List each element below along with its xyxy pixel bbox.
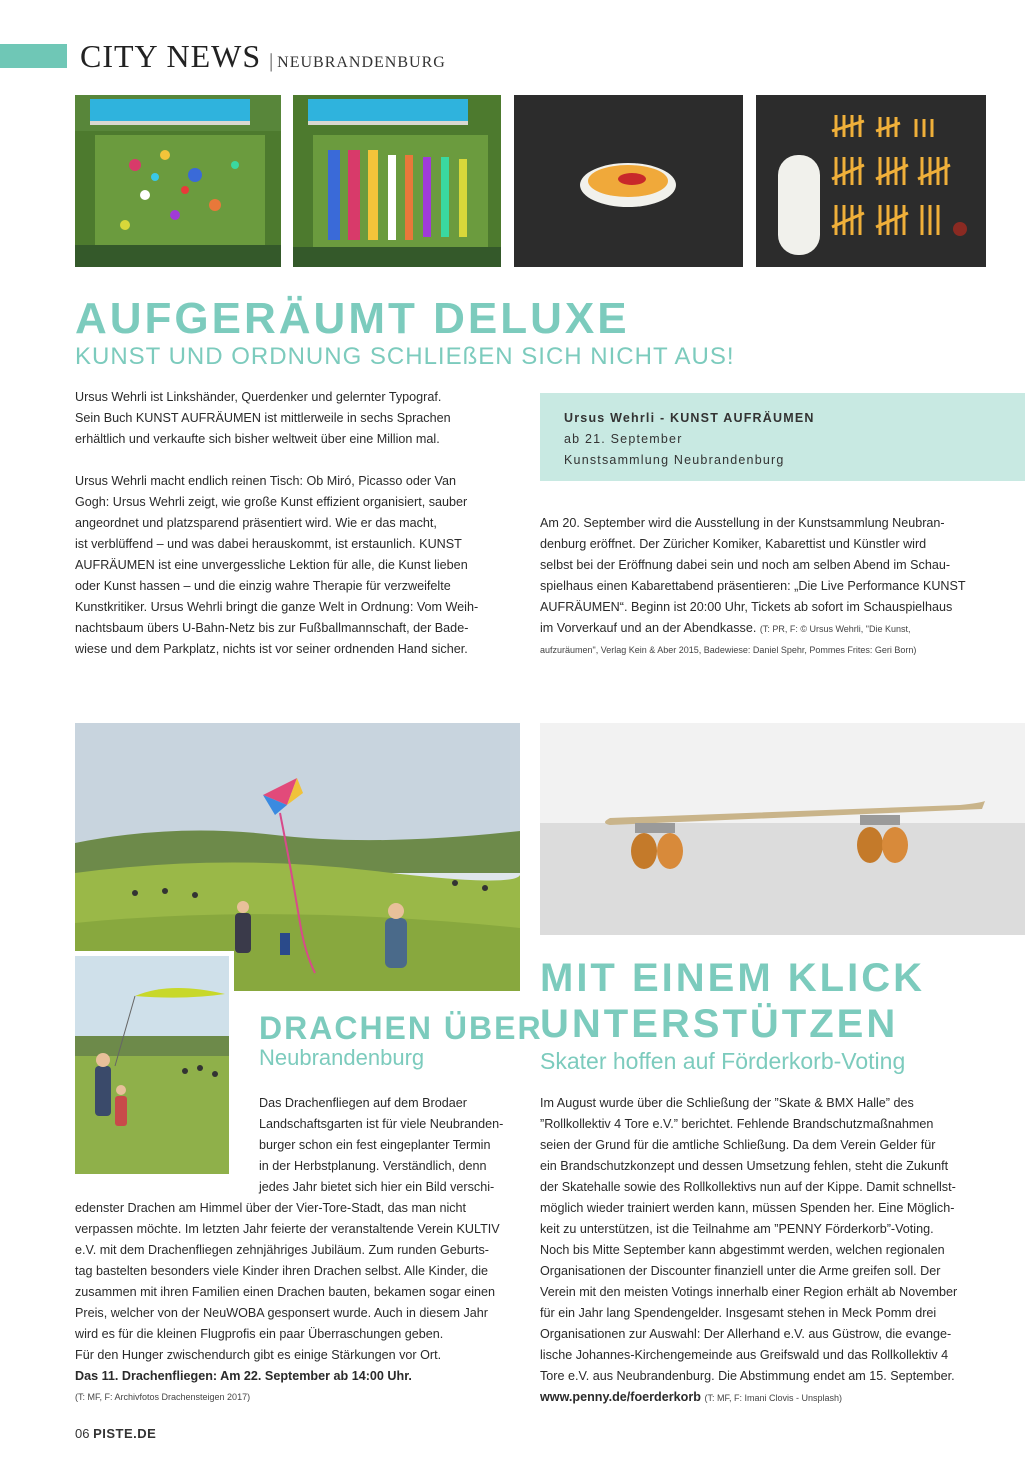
infobox-title: Ursus Wehrli - KUNST AUFRÄUMEN [564, 411, 815, 425]
article2-subtitle: Neubrandenburg [259, 1045, 425, 1070]
text-line: Tore e.V. aus Neubrandenburg. Die Abstimmung endet am 15. September. [540, 1369, 955, 1383]
text-line: AUFRÄUMEN ist eine unvergessliche Lektion für alle, die Kunst lieben [75, 558, 468, 572]
text-line: keit zu unterstützen, ist die Teilnahme am ”PENNY Förderkorb”-Voting. [540, 1222, 934, 1236]
photo-credit: (T: PR, F: © Ursus Wehrli, "Die Kunst, [759, 624, 911, 634]
text-line: burger schon ein fest eingeplanter Termin [259, 1138, 491, 1152]
text-line: ein Brandschutzkonzept und dessen Umsetzung fehlen, steht die Zukunft [540, 1159, 949, 1173]
article3-subtitle: Skater hoffen auf Förderkorb-Voting [540, 1048, 906, 1074]
article1-title: AUFGERÄUMT DELUXE [75, 294, 630, 343]
text-line: lische Johannes-Kirchengemeinde aus Greifswald und das Rollkollektiv 4 [540, 1348, 949, 1362]
text-line: Gogh: Ursus Wehrli zeigt, wie große Kunst effizient organisiert, sauber [75, 495, 468, 509]
text-line: Organisationen zur Auswahl: Der Allerhand e.V. aus Güstrow, die evange- [540, 1327, 952, 1341]
text-line: Ursus Wehrli ist Linkshänder, Querdenker und gelernter Typograf. [75, 390, 442, 404]
text-line: Am 20. September wird die Ausstellung in der Kunstsammlung Neubran- [540, 516, 945, 530]
text-line: wird es für die kleinen Flugprofis ein paar Überraschungen geben. [75, 1327, 444, 1341]
photo-bathing-lawn-sorted [293, 95, 501, 267]
text-line: wiese und dem Parkplatz, nichts ist vor seiner ordnenden Hand sicher. [75, 642, 468, 656]
text-line: erhältlich und verkaufte sich bisher weltweit über eine Million mal. [75, 432, 440, 446]
text-line: Das Drachenfliegen auf dem Brodaer [259, 1096, 467, 1110]
article2-indent-text [259, 1093, 524, 1198]
text-line: für ein Jahr lang Spendengelder. Insgesamt stehen in Meck Pomm drei [540, 1306, 937, 1320]
section-city: NEUBRANDENBURG [277, 54, 446, 71]
text-line: edenster Drachen am Himmel über der Vier-Tore-Stadt, das man nicht [75, 1201, 467, 1215]
article3-body-text [540, 1093, 1010, 1409]
text-line: oder Kunst hassen – und die einzig wahre Therapie für verzweifelte [75, 579, 451, 593]
text-line: jedes Jahr bietet sich hier ein Bild verschi- [259, 1180, 495, 1194]
infobox-date: ab 21. September [564, 432, 683, 446]
photo-credit-cont: aufzuräumen", Verlag Kein & Aber 2015, Badewiese: Daniel Spehr, Pommes Frites: Geri Born) [540, 645, 917, 655]
article1-right-text [540, 513, 1000, 661]
text-line: möglich wieder trainiert werden kann, müssen Spenden her. Eine Möglich- [540, 1201, 955, 1215]
text-line: zusammen mit ihren Familien einen Drachen bauten, bekamen sogar einen [75, 1285, 496, 1299]
text-line: Noch bis Mitte September kann abgestimmt werden, welchen regionalen [540, 1243, 945, 1257]
text-line: seien der Grund für die amtliche Schließung. Da dem Verein Gelder für [540, 1138, 936, 1152]
article1-subtitle: KUNST UND ORDNUNG SCHLIEßEN SICH NICHT AUS! [75, 343, 735, 370]
article2-title: DRACHEN ÜBER [259, 1010, 543, 1046]
photo-bathing-lawn-messy [75, 95, 281, 267]
text-line: e.V. mit dem Drachenfliegen zehnjähriges Jubiläum. Zum runden Geburts- [75, 1243, 489, 1257]
article3-title-line1: MIT EINEM KLICK [540, 956, 925, 1000]
photo-skateboard [540, 723, 1025, 935]
text-line: ”Rollkollektiv 4 Tore e.V.” berichtet. Fehlende Brandschutzmaßnahmen [540, 1117, 934, 1131]
photo-credit: (T: MF, F: Archivfotos Drachensteigen 2017) [75, 1392, 251, 1402]
event-highlight: Das 11. Drachenfliegen: Am 22. September ab 14:00 Uhr. [75, 1369, 412, 1383]
brand-name: PISTE.DE [93, 1426, 157, 1441]
text-line: Im August wurde über die Schließung der ”Skate & BMX Halle” des [540, 1096, 914, 1110]
text-line: der Skatehalle sowie des Rollkollektivs nun auf der Kippe. Damit schnellst- [540, 1180, 956, 1194]
event-infobox [540, 393, 1025, 481]
text-line: angeordnet und platzsparend präsentiert wird. Wie er das macht, [75, 516, 437, 530]
text-line: Kunstkritiker. Ursus Wehrli bringt die ganze Welt in Ordnung: Vom Weih- [75, 600, 479, 614]
page-number: 06 [75, 1426, 90, 1441]
article1-left-text [75, 387, 535, 660]
text-line: in der Herbstplanung. Verständlich, denn [259, 1159, 487, 1173]
photo-kite-inset [75, 956, 229, 1174]
text-line: tag bastelten besonders viele Kinder ihren Drachen selbst. Alle Kinder, die [75, 1264, 489, 1278]
text-line: im Vorverkauf und an der Abendkasse. [540, 621, 757, 635]
page-footer [75, 1426, 156, 1441]
masthead [80, 38, 446, 75]
text-line: verpassen möchte. Im letzten Jahr feierte der veranstaltende Verein KULTIV [75, 1222, 500, 1236]
text-line: Ursus Wehrli macht endlich reinen Tisch: Ob Miró, Picasso oder Van [75, 474, 456, 488]
text-line: nachtsbaum übers U-Bahn-Netz bis zur Fußballmannschaft, der Bade- [75, 621, 469, 635]
photo-fries-tray [514, 95, 743, 267]
penny-link[interactable]: www.penny.de/foerderkorb [540, 1390, 701, 1404]
photo-credit: (T: MF, F: Imani Clovis - Unsplash) [704, 1393, 842, 1403]
article2-body-text [75, 1198, 535, 1408]
text-line: selbst bei der Eröffnung dabei sein und noch am selben Abend im Schau- [540, 558, 951, 572]
text-line: Verein mit den meisten Votings innerhalb einer Region erhält ab November [540, 1285, 958, 1299]
infobox-venue: Kunstsammlung Neubrandenburg [564, 453, 785, 467]
text-line: Organisationen der Discounter finanziell unter die Arme greifen soll. Der [540, 1264, 941, 1278]
text-line: Für den Hunger zwischendurch gibt es einige Stärkungen vor Ort. [75, 1348, 442, 1362]
text-line: AUFRÄUMEN“. Beginn ist 20:00 Uhr, Tickets ab sofort im Schauspielhaus [540, 600, 953, 614]
masthead-separator: | [269, 50, 274, 72]
article3-title-line2: UNTERSTÜTZEN [540, 1002, 899, 1046]
section-title: CITY NEWS [80, 38, 262, 74]
text-line: spielhaus einen Kabarettabend präsentieren: „Die Live Performance KUNST [540, 579, 966, 593]
text-line: Preis, welcher von der NeuWOBA gesponsert wurde. Auch in diesem Jahr [75, 1306, 488, 1320]
text-line: Landschaftsgarten ist für viele Neubranden- [259, 1117, 504, 1131]
photo-fries-sorted [756, 95, 986, 267]
section-color-bar [0, 44, 67, 68]
text-line: ist verblüffend – und was dabei herauskommt, ist erstaunlich. KUNST [75, 537, 462, 551]
text-line: denburg eröffnet. Der Züricher Komiker, Kabarettist und Künstler wird [540, 537, 927, 551]
text-line: Sein Buch KUNST AUFRÄUMEN ist mittlerweile in sechs Sprachen [75, 411, 451, 425]
